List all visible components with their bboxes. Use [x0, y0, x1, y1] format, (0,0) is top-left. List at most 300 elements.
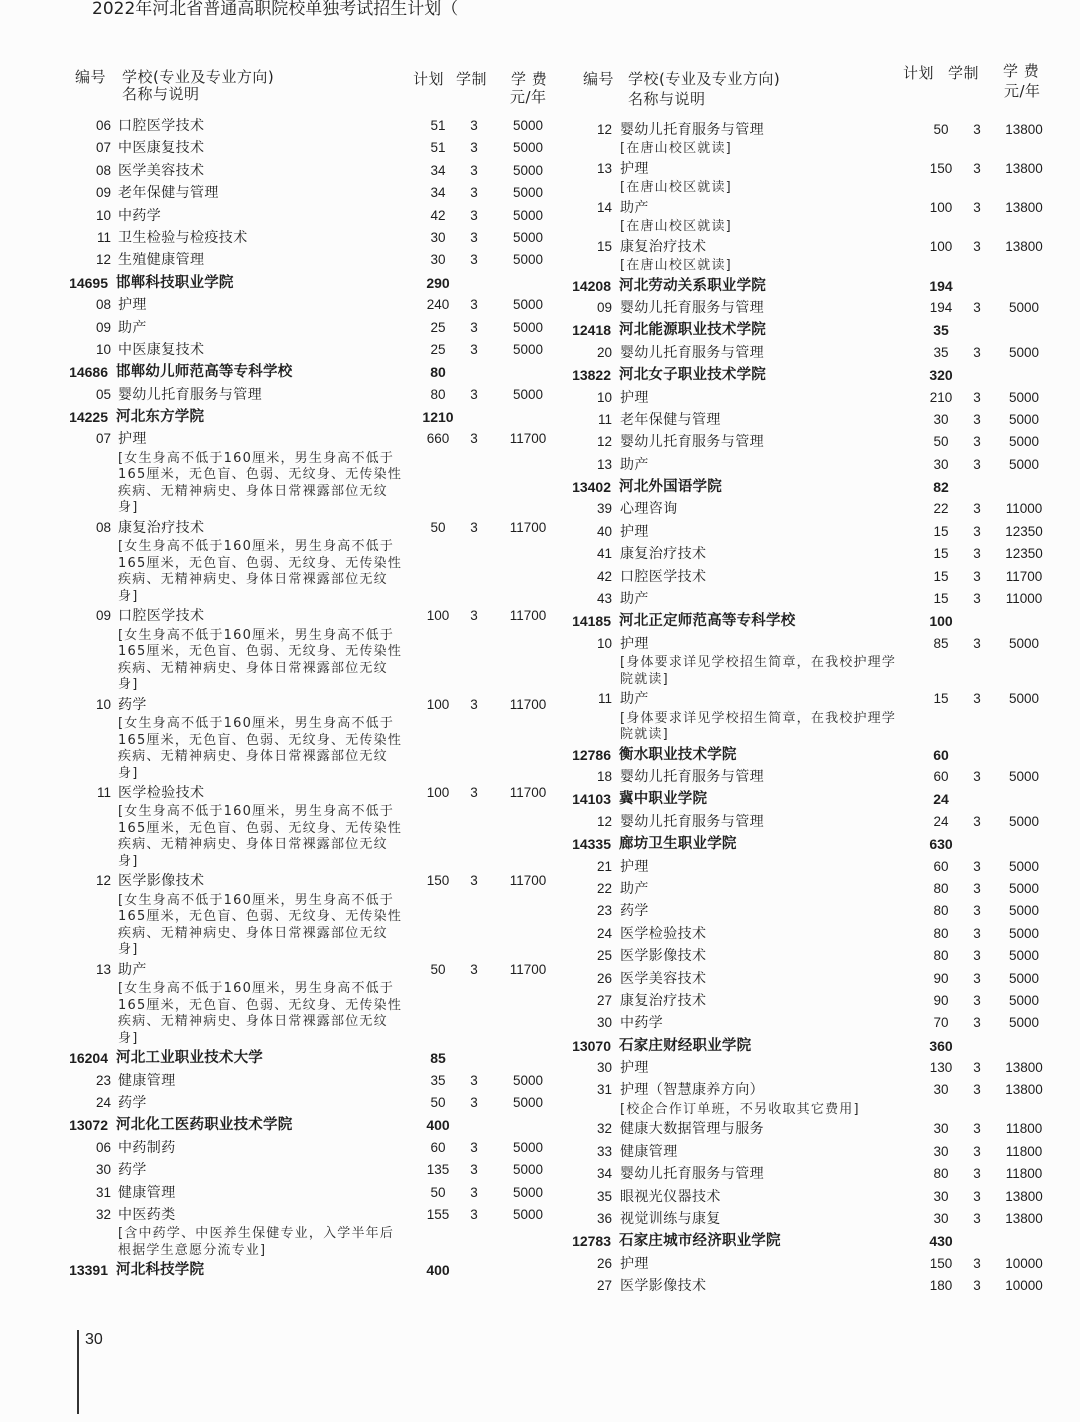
major-years: 3: [973, 411, 981, 427]
major-plan: 150: [426, 873, 450, 889]
school-code: 13072: [69, 1117, 108, 1134]
major-row: [0, 236, 1080, 275]
major-name: 药学: [620, 903, 649, 920]
major-fee: 11700: [509, 608, 547, 624]
major-name: 健康管理: [118, 1184, 176, 1201]
major-note: [女生身高不低于160厘米，男生身高不低于165厘米，无色盲、色弱、无纹身、无传染性疾病、无精神病史、身体日常裸露部位无纹身]: [118, 450, 403, 516]
major-code: 22: [596, 880, 612, 896]
school-code: 14335: [572, 836, 611, 853]
header-code-right: 编号: [583, 70, 615, 88]
school-row: [0, 476, 1080, 498]
major-code: 31: [596, 1082, 612, 1098]
major-code: 30: [596, 1015, 612, 1031]
major-row: [0, 856, 1080, 878]
major-fee: 5000: [1008, 813, 1040, 829]
major-plan: 50: [430, 961, 446, 977]
major-plan: 30: [933, 1082, 949, 1098]
school-plan: 100: [929, 613, 953, 630]
school-name: 河北工业职业技术大学: [116, 1050, 263, 1067]
major-years: 3: [470, 431, 478, 447]
major-code: 10: [95, 207, 111, 223]
major-fee: 5000: [1008, 858, 1040, 874]
school-plan: 24: [933, 791, 949, 808]
school-name: 河北东方学院: [116, 409, 205, 426]
major-years: 3: [973, 591, 981, 607]
major-plan: 70: [933, 1015, 949, 1031]
page-title: 2022年河北省普通高职院校单独考试招生计划（: [92, 0, 459, 19]
major-name: 助产: [620, 591, 649, 608]
major-plan: 30: [933, 1188, 949, 1204]
major-code: 32: [596, 1121, 612, 1137]
major-name: 护理: [620, 858, 649, 875]
major-fee: 13800: [1005, 238, 1043, 254]
major-name: 药学: [118, 1094, 147, 1111]
major-line: [0, 119, 1080, 141]
major-row: [0, 766, 1080, 788]
major-name: 老年保健与管理: [620, 411, 721, 428]
major-fee: 12350: [1005, 523, 1043, 539]
major-name: 护理（智慧康养方向）: [620, 1082, 764, 1099]
major-name: 中医康复技术: [118, 341, 205, 358]
major-plan: 155: [426, 1206, 450, 1222]
major-plan: 30: [430, 252, 446, 268]
major-row: [0, 945, 1080, 967]
major-line: [0, 431, 1080, 453]
school-name: 邯郸幼儿师范高等专科学校: [116, 364, 293, 381]
major-fee: 5000: [512, 207, 544, 223]
major-plan: 24: [933, 813, 949, 829]
major-code: 18: [596, 768, 612, 784]
major-fee: 12350: [1005, 546, 1043, 562]
school-line: [0, 744, 1080, 766]
major-years: 3: [973, 160, 981, 176]
major-code: 12: [95, 873, 111, 889]
major-name: 助产: [118, 319, 147, 336]
major-plan: 34: [430, 162, 446, 178]
major-plan: 80: [933, 948, 949, 964]
major-fee: 11000: [1005, 591, 1043, 607]
major-row: [0, 387, 1080, 409]
major-line: [0, 1057, 1080, 1079]
major-code: 34: [596, 1166, 612, 1182]
major-note: [身体要求详见学校招生简章，在我校护理学院就读]: [620, 655, 897, 687]
major-row: [0, 431, 1080, 453]
major-code: 08: [95, 519, 111, 535]
major-plan: 51: [430, 118, 446, 133]
major-row: [0, 197, 1080, 236]
major-plan: 80: [430, 386, 446, 402]
school-row: [0, 364, 1080, 386]
school-plan: 85: [430, 1050, 446, 1067]
major-code: 30: [596, 1060, 612, 1076]
major-note: [身体要求详见学校招生简章，在我校护理学院就读]: [620, 710, 897, 743]
major-line: [0, 633, 1080, 655]
major-code: 32: [95, 1206, 111, 1222]
major-plan: 660: [426, 431, 450, 447]
major-row: [0, 923, 1080, 945]
major-fee: 5000: [512, 140, 544, 156]
major-name: 婴幼儿托育服务与管理: [620, 299, 764, 316]
major-line: [0, 1186, 1080, 1208]
major-years: 3: [973, 299, 981, 315]
major-years: 3: [973, 635, 981, 651]
major-line: [0, 1141, 1080, 1163]
major-plan: 60: [430, 1139, 446, 1155]
major-name: 口腔医学技术: [118, 118, 205, 134]
major-note: [女生身高不低于160厘米，男生身高不低于165厘米，无色盲、色弱、无纹身、无传染性疾病、无精神病史、身体日常裸露部位无纹身]: [118, 627, 403, 693]
major-name: 护理: [620, 1255, 649, 1272]
major-code: 09: [95, 608, 111, 624]
major-line: [0, 498, 1080, 520]
major-fee: 5000: [1008, 992, 1040, 1008]
major-fee: 5000: [512, 341, 544, 357]
header-fee-line2-right: 元/年: [1004, 82, 1041, 100]
major-fee: 11700: [509, 961, 547, 977]
major-years: 3: [470, 319, 478, 335]
major-years: 3: [973, 546, 981, 562]
major-plan: 80: [933, 903, 949, 919]
school-line: [0, 788, 1080, 810]
major-row: [0, 342, 1080, 364]
major-code: 30: [95, 1162, 111, 1178]
major-fee: 5000: [1008, 970, 1040, 986]
major-code: 33: [596, 1143, 612, 1159]
header-name-line2-left: 名称与说明: [122, 85, 200, 103]
major-row: [0, 409, 1080, 431]
major-plan: 80: [933, 880, 949, 896]
major-years: 3: [470, 252, 478, 268]
major-name: 中医康复技术: [118, 140, 205, 157]
major-plan: 85: [933, 635, 949, 651]
major-fee: 5000: [512, 118, 544, 133]
major-fee: 11700: [1005, 568, 1043, 584]
school-plan: 60: [933, 746, 949, 763]
major-years: 3: [973, 858, 981, 874]
school-row: [0, 833, 1080, 855]
major-plan: 240: [426, 297, 450, 313]
margin-rule: [77, 1330, 79, 1414]
major-plan: 30: [933, 1210, 949, 1226]
major-code: 12: [596, 813, 612, 829]
major-note: [女生身高不低于160厘米，男生身高不低于165厘米，无色盲、色弱、无纹身、无传染性疾病、无精神病史、身体日常裸露部位无纹身]: [118, 892, 403, 958]
major-code: 31: [95, 1184, 111, 1200]
major-row: [0, 633, 1080, 688]
school-plan: 35: [933, 322, 949, 339]
major-code: 10: [596, 389, 612, 405]
major-code: 13: [95, 961, 111, 977]
major-line: [0, 297, 1080, 319]
major-fee: 11700: [509, 696, 547, 712]
school-name: 冀中职业学院: [619, 791, 708, 808]
major-code: 40: [596, 523, 612, 539]
school-code: 12786: [572, 746, 611, 763]
school-row: [0, 1035, 1080, 1057]
major-line: [0, 543, 1080, 565]
major-name: 中药制药: [118, 1139, 176, 1156]
school-code: 14208: [572, 277, 611, 294]
major-name: 医学美容技术: [118, 162, 205, 179]
major-years: 3: [470, 185, 478, 201]
school-name: 河北外国语学院: [619, 479, 722, 496]
major-code: 23: [596, 903, 612, 919]
major-code: 43: [596, 591, 612, 607]
major-years: 3: [973, 1210, 981, 1226]
major-row: [0, 688, 1080, 743]
major-fee: 5000: [512, 1206, 544, 1222]
major-code: 27: [596, 992, 612, 1008]
major-name: 康复治疗技术: [620, 546, 707, 563]
school-code: 13402: [572, 479, 611, 496]
major-code: 35: [596, 1188, 612, 1204]
major-row: [0, 454, 1080, 476]
major-years: 3: [973, 1166, 981, 1182]
major-name: 口腔医学技术: [118, 608, 205, 625]
major-line: [0, 1275, 1080, 1297]
school-plan: 400: [426, 1262, 450, 1279]
major-years: 3: [470, 519, 478, 535]
major-line: [0, 1079, 1080, 1101]
school-row: [0, 744, 1080, 766]
major-years: 3: [973, 1121, 981, 1137]
major-name: 康复治疗技术: [620, 992, 707, 1009]
major-fee: 5000: [512, 1184, 544, 1200]
major-name: 健康大数据管理与服务: [620, 1121, 764, 1138]
school-code: 14686: [69, 364, 108, 381]
major-years: 3: [973, 1255, 981, 1271]
school-name: 河北能源职业技术学院: [619, 322, 766, 339]
major-years: 3: [973, 903, 981, 919]
major-years: 3: [973, 344, 981, 360]
major-name: 医学影像技术: [118, 873, 205, 890]
school-code: 16204: [69, 1050, 108, 1067]
header-fee-line1-right: 学 费: [1003, 62, 1040, 80]
school-name: 河北劳动关系职业学院: [619, 277, 766, 294]
major-name: 助产: [620, 691, 649, 708]
major-name: 护理: [620, 523, 649, 540]
major-row: [0, 1012, 1080, 1034]
school-line: [0, 610, 1080, 632]
major-name: 口腔医学技术: [620, 568, 707, 585]
school-plan: 630: [929, 836, 953, 853]
major-years: 3: [973, 880, 981, 896]
major-plan: 90: [933, 992, 949, 1008]
major-name: 健康管理: [620, 1143, 678, 1160]
school-code: 14225: [69, 409, 108, 426]
major-note: [女生身高不低于160厘米，男生身高不低于165厘米，无色盲、色弱、无纹身、无传染性疾病、无精神病史、身体日常裸露部位无纹身]: [118, 804, 403, 869]
major-code: 24: [95, 1094, 111, 1110]
major-row: [0, 878, 1080, 900]
major-row: [0, 158, 1080, 197]
major-fee: 5000: [512, 229, 544, 245]
school-code: 13391: [69, 1262, 108, 1279]
major-plan: 25: [430, 341, 446, 357]
major-line: [0, 856, 1080, 878]
header-fee-line2-left: 元/年: [510, 88, 547, 106]
school-name: 石家庄财经职业学院: [619, 1037, 752, 1054]
major-years: 3: [973, 948, 981, 964]
school-line: [0, 364, 1080, 386]
major-row: [0, 1275, 1080, 1297]
major-code: 11: [597, 411, 612, 427]
major-years: 3: [973, 1082, 981, 1098]
major-fee: 11000: [1005, 501, 1043, 517]
major-fee: 13800: [1005, 199, 1043, 215]
major-plan: 30: [933, 1143, 949, 1159]
major-row: [0, 900, 1080, 922]
major-fee: 5000: [512, 1139, 544, 1155]
major-code: 10: [95, 341, 111, 357]
major-years: 3: [470, 696, 478, 712]
school-plan: 194: [929, 277, 953, 294]
school-plan: 400: [426, 1117, 450, 1134]
major-years: 3: [470, 162, 478, 178]
school-name: 河北正定师范高等专科学校: [619, 613, 796, 630]
school-line: [0, 1230, 1080, 1252]
major-name: 中药学: [620, 1015, 664, 1032]
major-code: 05: [95, 386, 111, 402]
major-code: 15: [596, 238, 612, 254]
major-fee: 5000: [1008, 635, 1040, 651]
major-years: 3: [973, 970, 981, 986]
major-fee: 5000: [1008, 344, 1040, 360]
major-code: 12: [596, 122, 612, 137]
major-plan: 22: [933, 501, 949, 517]
major-years: 3: [973, 691, 981, 707]
major-years: 3: [470, 961, 478, 977]
school-code: 12783: [572, 1233, 611, 1250]
major-fee: 11800: [1005, 1166, 1043, 1182]
major-fee: 5000: [512, 1094, 544, 1110]
header-name-line2-right: 名称与说明: [628, 90, 706, 108]
major-fee: 5000: [512, 185, 544, 201]
major-code: 11: [96, 785, 111, 801]
major-name: 眼视光仪器技术: [620, 1188, 721, 1205]
school-code: 14185: [572, 613, 611, 630]
major-fee: 5000: [1008, 691, 1040, 707]
major-plan: 15: [933, 568, 949, 584]
major-years: 3: [973, 768, 981, 784]
school-line: [0, 1035, 1080, 1057]
major-line: [0, 811, 1080, 833]
major-code: 10: [596, 635, 612, 651]
major-name: 护理: [620, 389, 649, 406]
major-row: [0, 1253, 1080, 1275]
major-row: [0, 521, 1080, 543]
major-plan: 60: [933, 768, 949, 784]
school-name: 河北化工医药职业技术学院: [116, 1117, 293, 1134]
major-years: 3: [470, 297, 478, 313]
major-name: 药学: [118, 696, 147, 713]
major-plan: 51: [430, 140, 446, 156]
major-plan: 60: [933, 858, 949, 874]
major-name: 生殖健康管理: [118, 252, 205, 269]
major-years: 3: [973, 813, 981, 829]
major-years: 3: [973, 122, 981, 137]
major-note: [女生身高不低于160厘米，男生身高不低于165厘米，无色盲、色弱、无纹身、无传染性疾病、无精神病史、身体日常裸露部位无纹身]: [118, 716, 403, 781]
school-row: [0, 1230, 1080, 1252]
major-line: [0, 1012, 1080, 1034]
major-name: 健康管理: [118, 1072, 176, 1089]
major-name: 卫生检验与检疫技术: [118, 229, 248, 246]
major-fee: 11700: [509, 785, 547, 801]
major-note: [女生身高不低于160厘米，男生身高不低于165厘米，无色盲、色弱、无纹身、无传染性疾病、无精神病史、身体日常裸露部位无纹身]: [118, 981, 403, 1046]
major-line: [0, 409, 1080, 431]
major-years: 3: [973, 501, 981, 517]
major-fee: 11700: [509, 431, 547, 447]
school-plan: 360: [929, 1037, 953, 1054]
major-note: [在唐山校区就读]: [620, 258, 732, 274]
major-plan: 15: [933, 523, 949, 539]
major-code: 09: [95, 185, 111, 201]
major-code: 09: [596, 299, 612, 315]
major-row: [0, 588, 1080, 610]
page-number: 30: [85, 1331, 103, 1348]
major-plan: 100: [929, 199, 953, 215]
major-fee: 13800: [1005, 1188, 1043, 1204]
major-plan: 50: [933, 434, 949, 450]
school-name: 廊坊卫生职业学院: [619, 836, 737, 853]
major-years: 3: [973, 1143, 981, 1159]
major-note: [含中药学、中医养生保健专业，入学半年后根据学生意愿分流专业]: [118, 1226, 395, 1258]
major-plan: 42: [430, 207, 446, 223]
major-line: [0, 878, 1080, 900]
header-years-right: 学制: [948, 64, 980, 82]
major-code: 09: [95, 319, 111, 335]
major-code: 14: [596, 199, 612, 215]
major-code: 12: [596, 434, 612, 450]
major-years: 3: [470, 386, 478, 402]
major-fee: 5000: [512, 1162, 544, 1178]
major-line: [0, 454, 1080, 476]
major-line: [0, 1118, 1080, 1140]
school-name: 衡水职业技术学院: [619, 746, 737, 763]
major-fee: 5000: [1008, 1015, 1040, 1031]
major-name: 婴幼儿托育服务与管理: [620, 122, 764, 138]
major-fee: 13800: [1005, 1060, 1043, 1076]
major-plan: 100: [426, 696, 450, 712]
major-name: 护理: [620, 635, 649, 652]
major-fee: 5000: [1008, 456, 1040, 472]
major-line: [0, 566, 1080, 588]
header-name-line1-right: 学校(专业及专业方向): [628, 70, 781, 88]
school-code: 14695: [69, 274, 108, 291]
major-plan: 50: [430, 1094, 446, 1110]
major-fee: 5000: [1008, 948, 1040, 964]
major-plan: 100: [426, 785, 450, 801]
major-line: [0, 688, 1080, 710]
major-line: [0, 900, 1080, 922]
major-plan: 210: [929, 389, 953, 405]
major-row: [0, 811, 1080, 833]
major-plan: 194: [929, 299, 953, 315]
major-name: 护理: [118, 297, 147, 314]
major-row: [0, 498, 1080, 520]
major-name: 医学影像技术: [620, 1278, 707, 1295]
major-code: 20: [596, 344, 612, 360]
major-plan: 25: [430, 319, 446, 335]
major-fee: 13800: [1005, 1210, 1043, 1226]
school-name: 河北女子职业技术学院: [619, 367, 766, 384]
major-line: [0, 923, 1080, 945]
major-name: 护理: [118, 431, 147, 448]
major-row: [0, 1118, 1080, 1140]
major-code: 07: [95, 431, 111, 447]
school-name: 邯郸科技职业学院: [116, 274, 234, 291]
major-years: 3: [973, 1188, 981, 1204]
major-fee: 5000: [1008, 925, 1040, 941]
school-plan: 82: [933, 479, 949, 496]
major-years: 3: [973, 992, 981, 1008]
